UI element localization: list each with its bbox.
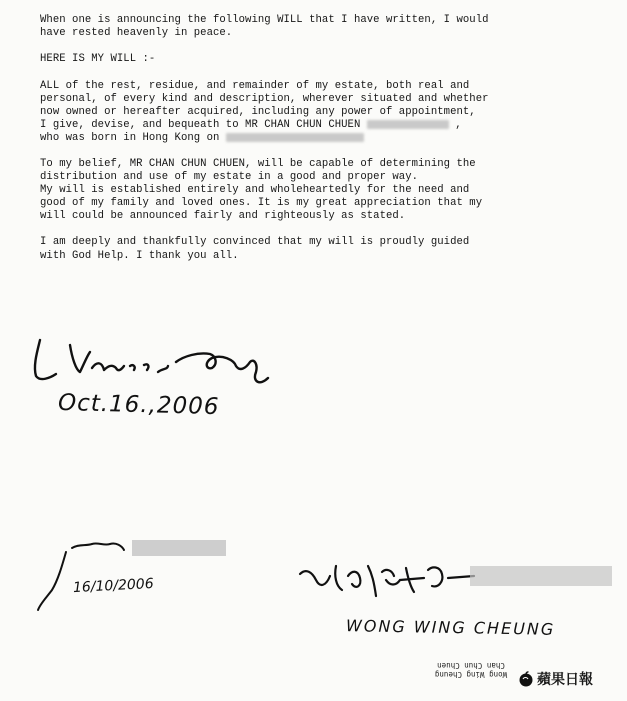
para1-line-5-text: who was born in Hong Kong on (40, 132, 220, 145)
stamp-line-1: Wong Wing Cheung (434, 670, 508, 679)
witness-date: 16/10/2006 (72, 575, 155, 597)
apple-logo-icon (518, 671, 534, 687)
stamp-line-2: Chan Chun Chuen (437, 661, 505, 670)
para2-line-1: To my belief, MR CHAN CHUN CHUEN, will be capable of determining the (40, 157, 476, 170)
para1-line-3: now owned or hereafter acquired, including any power of appointment, (40, 105, 476, 118)
para3-line-1: I am deeply and thankfully convinced that my will is proudly guided (40, 236, 470, 249)
witness-signature (38, 543, 124, 610)
inverted-stamp (431, 661, 511, 679)
intro-line-1: When one is announcing the following WILL that I have written, I would (40, 14, 489, 26)
beneficiary-signature (300, 566, 474, 596)
para2-line-2: distribution and use of my estate in a good and proper way. (40, 170, 419, 183)
intro-line-2: have rested heavenly in peace. (40, 27, 233, 40)
newspaper-logo (518, 669, 593, 689)
printed-name: WONG WING CHEUNG (345, 616, 556, 639)
logo-text: 蘋果日報 (537, 672, 593, 688)
para3-line-2: with God Help. I thank you all. (40, 249, 239, 262)
will-heading: HERE IS MY WILL :- (40, 53, 156, 66)
redacted-beneficiary-id (470, 566, 612, 586)
redacted-witness-id (132, 540, 226, 556)
para2-line-5: will could be announced fairly and righteously as stated. (40, 210, 406, 223)
para1-line-4-text: I give, devise, and bequeath to MR CHAN CHUN CHUEN (40, 119, 361, 132)
handwritten-date: Oct.16.,2006 (57, 389, 220, 421)
para1-line-2: personal, of every kind and description, wherever situated and whether (40, 92, 489, 105)
para2-line-4: good of my family and loved ones. It is my great appreciation that my (40, 197, 483, 210)
para1-line-1: ALL of the rest, residue, and remainder of my estate, both real and (40, 79, 470, 92)
para2-line-3: My will is established entirely and wholeheartedly for the need and (40, 183, 470, 196)
testator-signature (35, 340, 268, 382)
para1-comma: , (455, 119, 462, 132)
